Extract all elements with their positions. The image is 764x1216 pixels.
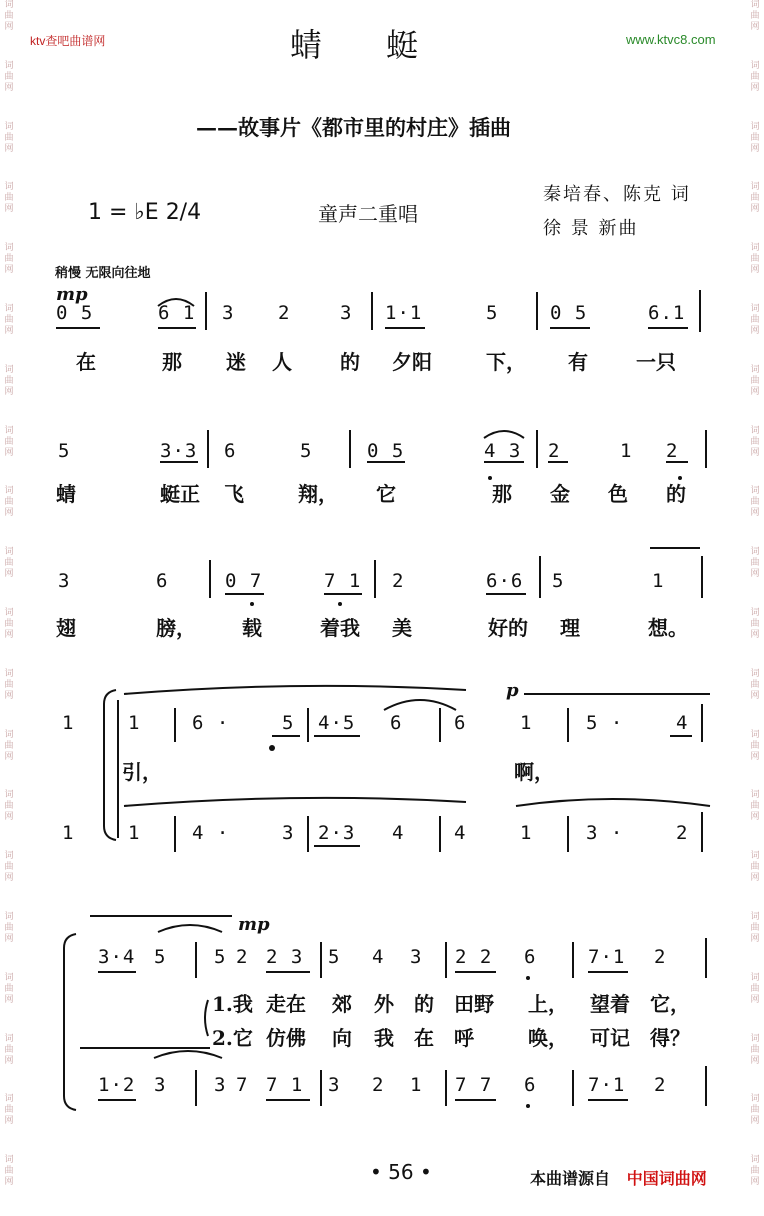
verse1-syllable: 的 [414, 992, 434, 1016]
note-upper: 2 2 [455, 946, 493, 968]
note-group: 6.1 [648, 302, 686, 324]
lyric-syllable: 载 [242, 616, 262, 640]
watermark-char: 曲 [750, 497, 760, 508]
watermark-char: 词 [750, 911, 760, 922]
watermark-char: 词 [4, 668, 14, 679]
note-lower: 2·3 [318, 822, 356, 844]
note-upper: 5 [214, 946, 227, 968]
verse2-syllable: 在 [414, 1026, 434, 1050]
note-group: 6 [224, 440, 237, 462]
watermark-char: 网 [750, 569, 760, 580]
watermark-char: 词 [4, 243, 14, 254]
lyricist-credit: 秦培春、陈克 词 [543, 184, 691, 205]
note-lower: 7 7 [455, 1074, 493, 1096]
verse1-syllable: 上， [528, 992, 568, 1016]
note-group: 1 [652, 570, 665, 592]
watermark-char: 网 [4, 751, 14, 762]
watermark-char: 网 [750, 386, 760, 397]
watermark-char: 词 [4, 851, 14, 862]
composer-credit: 徐 景 新曲 [543, 218, 639, 239]
watermark-char: 词 [4, 547, 14, 558]
source-prefix: 本曲谱源自 [530, 1169, 611, 1188]
watermark-char: 词 [750, 486, 760, 497]
watermark-char: 词 [750, 303, 760, 314]
lyric-row4-a: 引， [122, 760, 162, 784]
watermark-char: 曲 [4, 618, 14, 629]
watermark-char: 网 [4, 265, 14, 276]
watermark-char: 曲 [750, 254, 760, 265]
watermark-char: 网 [4, 569, 14, 580]
watermark-char: 词 [4, 972, 14, 983]
note-lower: 3 [154, 1074, 167, 1096]
watermark-char: 曲 [750, 193, 760, 204]
lyric-syllable: 有 [568, 350, 588, 374]
watermark-char: 词 [750, 425, 760, 436]
watermark-char: 词 [750, 547, 760, 558]
watermark-char: 词 [4, 911, 14, 922]
verse2-syllable: 得？ [650, 1026, 690, 1050]
watermark-char: 曲 [4, 922, 14, 933]
watermark-char: 网 [4, 1177, 14, 1188]
watermark-char: 曲 [750, 11, 760, 21]
note-lower: 2 [372, 1074, 385, 1096]
watermark-char: 网 [4, 447, 14, 458]
watermark-char: 词 [750, 1033, 760, 1044]
note-lower: 1 [410, 1074, 423, 1096]
watermark-char: 词 [4, 425, 14, 436]
lyric-syllable: 美 [392, 616, 412, 640]
watermark-char: 曲 [750, 618, 760, 629]
song-title: 蜻蜓 [290, 26, 483, 64]
note-upper: 3 [410, 946, 423, 968]
note-upper: 6 [454, 712, 467, 734]
watermark-char: 词 [4, 607, 14, 618]
note-group: 2 [278, 302, 291, 324]
note-lower: 3 [328, 1074, 341, 1096]
watermark-char: 网 [750, 994, 760, 1005]
watermark-char: 网 [4, 22, 14, 32]
watermark-char: 曲 [750, 862, 760, 873]
watermark-char: 曲 [750, 132, 760, 143]
note-lower: 2 [676, 822, 689, 844]
watermark-char: 曲 [750, 375, 760, 386]
note-lower: 1 [520, 822, 533, 844]
note-upper: 7·1 [588, 946, 626, 968]
lyric-syllable: 膀， [156, 616, 196, 640]
note-lower: 7·1 [588, 1074, 626, 1096]
watermark-char: 网 [750, 1177, 760, 1188]
note-lower: 6 [524, 1074, 537, 1096]
watermark-char: 曲 [4, 254, 14, 265]
note-upper: 4 [676, 712, 689, 734]
note-upper: 1 [62, 712, 75, 734]
note-upper: 2 [654, 946, 667, 968]
page-number: • 56 • [370, 1160, 432, 1184]
watermark-char: 网 [4, 933, 14, 944]
note-lower: 3 [282, 822, 295, 844]
note-upper: 2 [236, 946, 249, 968]
watermark-char: 网 [750, 812, 760, 823]
watermark-char: 曲 [750, 679, 760, 690]
lyric-syllable: 夕阳 [392, 350, 432, 374]
source-name: 中国词曲网 [626, 1169, 707, 1188]
note-group: 6 [156, 570, 169, 592]
lyric-syllable: 飞 [224, 482, 244, 506]
note-upper: 1 [128, 712, 141, 734]
note-group: 6·6 [486, 570, 524, 592]
note-group: 0 5 [56, 302, 94, 324]
note-lower: 4 [392, 822, 405, 844]
watermark-char: 词 [750, 1094, 760, 1105]
watermark-char: 曲 [4, 740, 14, 751]
note-group: 5 [58, 440, 71, 462]
watermark-char: 词 [750, 60, 760, 71]
watermark-char: 词 [4, 182, 14, 193]
note-group: 7 1 [324, 570, 362, 592]
watermark-char: 词 [4, 1155, 14, 1166]
note-lower: 3 [214, 1074, 227, 1096]
lyric-syllable: 色 [608, 482, 628, 506]
site-label-left: ktv查吧曲谱网 [30, 34, 106, 48]
note-upper: 4 [372, 946, 385, 968]
verse1-syllable: 郊 [332, 992, 352, 1016]
note-group: 5 [552, 570, 565, 592]
watermark-char: 网 [4, 994, 14, 1005]
dynamic-mark-p: p [506, 680, 519, 701]
lyric-syllable: 金 [550, 482, 570, 506]
watermark-char: 网 [4, 143, 14, 154]
watermark-char: 网 [750, 143, 760, 154]
watermark-char: 词 [750, 1155, 760, 1166]
note-group: 1 [620, 440, 633, 462]
note-group: 3 [340, 302, 353, 324]
watermark-char: 词 [750, 364, 760, 375]
lyric-syllable: 的 [666, 482, 686, 506]
genre-label: 童声二重唱 [318, 202, 418, 226]
verse2-syllable: 可记 [590, 1026, 630, 1050]
watermark-char: 曲 [750, 1166, 760, 1177]
watermark-char: 词 [750, 243, 760, 254]
watermark-char: 曲 [4, 71, 14, 82]
note-group: 3 [58, 570, 71, 592]
lyric-syllable: 那 [492, 482, 512, 506]
lyric-syllable: 一只 [636, 350, 676, 374]
watermark-char: 曲 [4, 497, 14, 508]
watermark-char: 网 [750, 629, 760, 640]
watermark-char: 曲 [4, 862, 14, 873]
verse1-syllable: 它， [650, 992, 690, 1016]
lyric-syllable: 翔， [298, 482, 338, 506]
verse2-syllable: 向 [332, 1026, 352, 1050]
watermark-char: 词 [4, 364, 14, 375]
watermark-char: 网 [750, 751, 760, 762]
verse1-syllable: 走在 [266, 992, 306, 1016]
watermark-char: 词 [4, 1033, 14, 1044]
lyric-syllable: 的 [340, 350, 360, 374]
tempo-marking: 稍慢 无限向往地 [55, 266, 151, 281]
watermark-char: 网 [4, 82, 14, 93]
watermark-char: 网 [750, 447, 760, 458]
watermark-char: 曲 [4, 983, 14, 994]
lyric-syllable: 蜓正 [160, 482, 200, 506]
dynamic-mark-mp2: mp [238, 914, 270, 935]
watermark-char: 曲 [4, 314, 14, 325]
watermark-char: 词 [4, 60, 14, 71]
lyric-syllable: 那 [162, 350, 182, 374]
note-lower: 1 [128, 822, 141, 844]
lyric-syllable: 在 [76, 350, 96, 374]
watermark-char: 词 [4, 486, 14, 497]
verse1-syllable: 望着 [590, 992, 630, 1016]
note-group: 1·1 [385, 302, 423, 324]
watermark-char: 曲 [4, 1044, 14, 1055]
watermark-char: 曲 [750, 314, 760, 325]
watermark-char: 曲 [750, 983, 760, 994]
source-credit [530, 1166, 707, 1189]
site-label-right: www.ktvc8.com [626, 32, 716, 47]
watermark-char: 曲 [4, 436, 14, 447]
note-upper: 3·4 [98, 946, 136, 968]
note-group: 5 [486, 302, 499, 324]
watermark-char: 网 [750, 325, 760, 336]
watermark-char: 曲 [750, 740, 760, 751]
note-group: 6 1 [158, 302, 196, 324]
dynamic-mark: mp [56, 284, 88, 305]
lyric-syllable: 迷 [226, 350, 246, 374]
watermark-char: 曲 [4, 1166, 14, 1177]
verse2-syllable: 呼 [454, 1026, 474, 1050]
watermark-char: 词 [750, 851, 760, 862]
watermark-char: 曲 [4, 11, 14, 21]
watermark-char: 网 [4, 386, 14, 397]
watermark-char: 曲 [750, 558, 760, 569]
note-upper: 5 [154, 946, 167, 968]
watermark-char: 曲 [4, 1105, 14, 1116]
note-group: 0 7 [225, 570, 263, 592]
watermark-char: 曲 [4, 558, 14, 569]
watermark-char: 词 [4, 121, 14, 132]
watermark-char: 网 [750, 690, 760, 701]
watermark-char: 词 [750, 121, 760, 132]
note-upper: 1 [520, 712, 533, 734]
lyric-syllable: 好的 [488, 616, 528, 640]
watermark-char: 网 [750, 508, 760, 519]
note-group: 0 5 [550, 302, 588, 324]
watermark-char: 曲 [750, 1044, 760, 1055]
lyric-syllable: 着我 [320, 616, 360, 640]
lyric-syllable: 翅 [56, 616, 76, 640]
watermark-char: 网 [750, 873, 760, 884]
watermark-char: 词 [750, 182, 760, 193]
note-upper: 6 [390, 712, 403, 734]
watermark-char: 词 [750, 607, 760, 618]
watermark-char: 词 [750, 729, 760, 740]
watermark-char: 网 [4, 1116, 14, 1127]
watermark-char: 词 [750, 972, 760, 983]
watermark-char: 词 [750, 668, 760, 679]
watermark-char: 网 [4, 508, 14, 519]
note-group: 4 3 [484, 440, 522, 462]
lyric-syllable: 人 [272, 350, 292, 374]
note-lower: 4 · [192, 822, 230, 844]
verse2-syllable: 我 [374, 1026, 394, 1050]
watermark-char: 曲 [750, 922, 760, 933]
watermark-char: 网 [750, 204, 760, 215]
note-group: 5 [300, 440, 313, 462]
watermark-char: 网 [4, 325, 14, 336]
watermark-char: 网 [750, 1116, 760, 1127]
watermark-char: 词 [750, 790, 760, 801]
note-lower: 7 1 [266, 1074, 304, 1096]
watermark-char: 词 [4, 0, 14, 10]
watermark-char: 词 [4, 790, 14, 801]
note-lower: 7 [236, 1074, 249, 1096]
note-group: 3 [222, 302, 235, 324]
note-lower: 1 [62, 822, 75, 844]
note-upper: 2 3 [266, 946, 304, 968]
lyric-syllable: 理 [560, 616, 580, 640]
verse2-syllable: 仿佛 [266, 1026, 306, 1050]
note-lower: 3 · [586, 822, 624, 844]
watermark-char: 网 [750, 82, 760, 93]
lyric-syllable: 下， [486, 350, 526, 374]
note-group: 3·3 [160, 440, 198, 462]
watermark-char: 网 [4, 812, 14, 823]
note-lower: 1·2 [98, 1074, 136, 1096]
song-subtitle: ——故事片《都市里的村庄》插曲 [196, 115, 511, 140]
watermark-char: 网 [750, 933, 760, 944]
watermark-char: 网 [4, 204, 14, 215]
note-upper: 4·5 [318, 712, 356, 734]
note-group: 0 5 [367, 440, 405, 462]
watermark-char: 网 [750, 265, 760, 276]
watermark-char: 曲 [750, 801, 760, 812]
note-group: 2 [548, 440, 561, 462]
watermark-char: 网 [4, 1055, 14, 1066]
watermark-char: 网 [750, 22, 760, 32]
note-upper: 5 [282, 712, 295, 734]
watermark-char: 曲 [4, 375, 14, 386]
watermark-char: 词 [4, 729, 14, 740]
watermark-char: 词 [4, 1094, 14, 1105]
note-lower: 4 [454, 822, 467, 844]
verse1-syllable: 1.我 [212, 992, 253, 1016]
watermark-char: 网 [4, 629, 14, 640]
key-signature: 1 = ♭E 2/4 [88, 200, 202, 225]
watermark-char: 曲 [750, 436, 760, 447]
watermark-char: 曲 [4, 193, 14, 204]
note-group: 2 [666, 440, 679, 462]
verse1-syllable: 田野 [454, 992, 494, 1016]
watermark-char: 曲 [750, 1105, 760, 1116]
note-upper: 5 [328, 946, 341, 968]
watermark-char: 曲 [750, 71, 760, 82]
lyric-syllable: 它 [376, 482, 396, 506]
watermark-char: 网 [750, 1055, 760, 1066]
watermark-char: 曲 [4, 801, 14, 812]
note-lower: 2 [654, 1074, 667, 1096]
watermark-char: 曲 [4, 679, 14, 690]
note-upper: 5 · [586, 712, 624, 734]
verse1-syllable: 外 [374, 992, 394, 1016]
verse2-syllable: 2.它 [212, 1026, 253, 1050]
lyric-syllable: 蜻 [56, 482, 76, 506]
note-group: 2 [392, 570, 405, 592]
lyric-syllable: 想。 [648, 616, 688, 640]
lyric-row4-b: 啊， [514, 760, 554, 784]
verse2-syllable: 唤， [528, 1026, 568, 1050]
note-upper: 6 [524, 946, 537, 968]
watermark-char: 网 [4, 873, 14, 884]
watermark-char: 曲 [4, 132, 14, 143]
watermark-char: 词 [750, 0, 760, 10]
watermark-char: 网 [4, 690, 14, 701]
watermark-char: 词 [4, 303, 14, 314]
note-upper: 6 · [192, 712, 230, 734]
